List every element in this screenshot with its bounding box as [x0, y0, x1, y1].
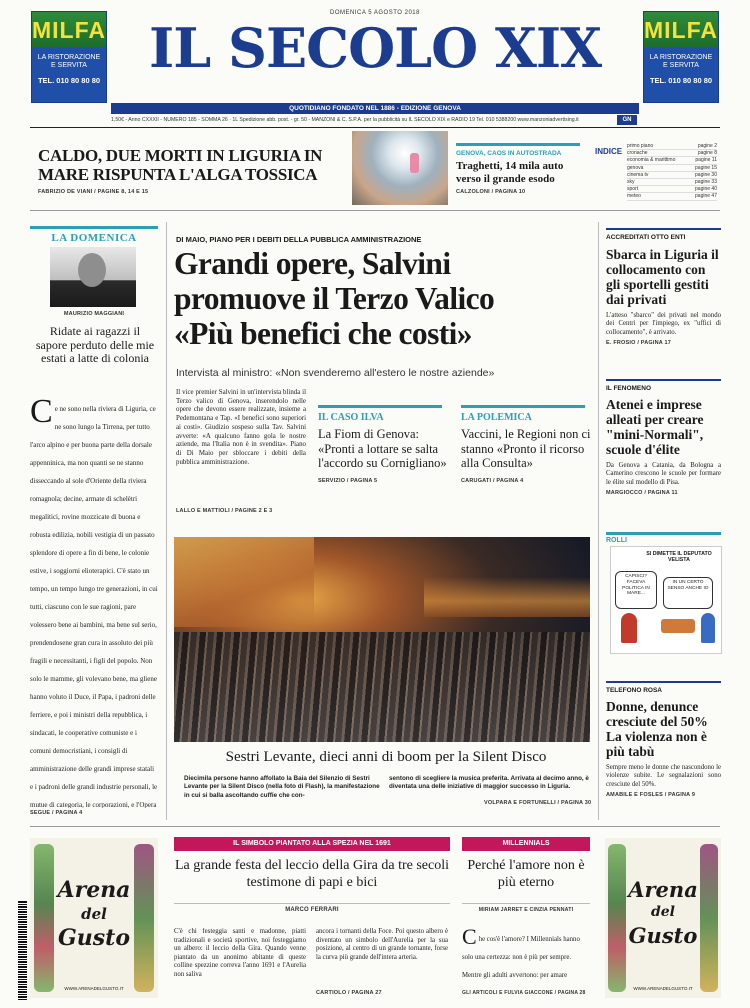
arena-logo: Arena del Gusto — [628, 877, 698, 948]
milfa-ad-right[interactable] — [643, 11, 719, 103]
photo-caption-left: Diecimila persone hanno affollato la Baia del Silenzio di Sestri Levante per la Silent Disco (nella foto di Flash), la manifestazione in cui si balla ascoltando cuffie che con- — [184, 775, 380, 799]
vegetable-icon — [700, 844, 718, 992]
right-story-1-kicker: ACCREDITATI OTTO ENTI — [606, 234, 686, 241]
child-figure-icon — [410, 153, 419, 173]
right-story-2-credit: MARGIOCCO / PAGINA 11 — [606, 489, 678, 496]
index-label: INDICE — [595, 147, 623, 156]
arena-logo: Arena del Gusto — [57, 877, 131, 951]
leccio-headline: La grande festa del leccio della Gira da tre secoli testimone di papi e bici — [174, 858, 450, 890]
milfa-phone: TEL. 010 80 80 80 — [649, 76, 713, 85]
cartoon-figure-left-icon — [621, 613, 637, 643]
right-story-1-body: L'atteso "sbarco" dei privati nel mondo dei Centri per l'impiego, ex "uffici di collocamento", è arrivato. — [606, 312, 721, 336]
barcode-icon — [18, 900, 27, 1000]
millennials-headline: Perché l'amore non è più eterno — [467, 858, 585, 890]
index-item[interactable]: cronache pagine 8 — [627, 150, 717, 157]
index-item[interactable]: economia & marittimo pagine 11 — [627, 157, 717, 164]
right-story-3-kicker: TELEFONO ROSA — [606, 687, 662, 694]
right-story-2-body: Da Genova a Catania, da Bologna a Camerino crescono le scuole per formare le élite sul modello di Pisa. — [606, 462, 721, 486]
photo-caption-right: sentono di scegliere la musica preferita. Arrivata al decimo anno, è diventata una delle iniziative di maggior successo in Liguria. — [389, 775, 589, 791]
index-item[interactable]: sky pagine 33 — [627, 179, 717, 186]
right-story-3[interactable] — [606, 681, 721, 798]
right-story-2-kicker: IL FENOMENO — [606, 385, 652, 392]
main-credit: LALLO E MATTIOLI / PAGINE 2 E 3 — [176, 508, 273, 514]
millennials-kicker: MILLENNIALS — [462, 837, 590, 851]
rolli-label: ROLLI — [606, 537, 627, 544]
author-name: MAURIZIO MAGGIANI — [63, 311, 125, 317]
milfa-line2: E SERVITA — [51, 62, 87, 69]
la-domenica-body: C e ne sono nella riviera di Liguria, ce ne sono lungo la Tirrena, per tutto l'arco alpino e per buona parte della dorsale appenninica, ma non quanti se ne stanno disseccando al sole d'Oriente della riviera romagnola; decine, armate di schelètri megalitici, rovine mozzicate di buona e robusta edilizia, nobili vestigia di un passato splendore di opere a fin di bene, le colonie estive, i soggiorni elioterapici. C'è stato un tempo, un tempo lungo tre generazioni, in cui tutti, ciascuno con le sue ragioni, pare volessero bene ai bambini, ma bene sul serio, prendendosene gran cura in assoluto dei più fragili e necessitanti, i figli del popolo. Non solo le mamme, gli volevano bene, ma gliene hanno voluto il Duce, il Papa, i padroni delle ferriere, e poi i ministri della repubblica, i sindacati, le cooperative comuniste e i comuni democristiani, i consigli di amministrazione delle grandi imprese statali e i padroni delle grandi industrie personali, le mutue di categoria, le corporazioni, e l'Opera — [30, 398, 158, 808]
right-story-2[interactable] — [606, 379, 721, 496]
top-story-headline[interactable]: CALDO, DUE MORTI IN LIGURIA IN MARE RISPUNTA L'ALGA TOSSICA — [38, 146, 323, 184]
vegetable-icon — [34, 844, 54, 992]
milfa-logo: MILFA — [644, 12, 718, 48]
dropcap: C — [30, 398, 53, 430]
issue-date: DOMENICA 5 AGOSTO 2018 — [330, 10, 420, 16]
la-domenica-headline[interactable]: Ridate ai ragazzi il sapore perduto delle mie estati a latte di colonia — [35, 324, 155, 365]
cartoon-title: SI DIMETTE IL DEPUTATO VELISTA — [646, 551, 712, 564]
ilva-story[interactable] — [318, 405, 448, 484]
traghetti-story[interactable] — [456, 143, 586, 195]
arena-ad-right[interactable] — [605, 838, 721, 998]
millennials-author: MIRIAM JARRET E CINZIA PENNATI — [478, 907, 574, 913]
polemica-kicker: LA POLEMICA — [461, 412, 532, 423]
millennials-story[interactable] — [462, 837, 590, 913]
index-item[interactable]: cinema tv pagine 30 — [627, 171, 717, 178]
author-portrait — [50, 247, 136, 307]
milfa-logo: MILFA — [32, 12, 106, 48]
face-icon — [78, 253, 106, 287]
cartoon-panel — [610, 546, 722, 654]
la-domenica-section — [30, 226, 158, 244]
milfa-phone: TEL. 010 80 80 80 — [37, 76, 101, 85]
leccio-body-a: C'è chi festeggia santi e madonne, piatti tradizionali e società sportive, noi festeggiamo un albero: il leccio della Gira. Quando venne piantato da un anonimo abitante di queste colline spezzine correva l'anno 1691 e l'Aurelia non saliva — [174, 928, 306, 978]
leccio-story[interactable] — [174, 837, 450, 913]
silent-disco-photo — [174, 537, 590, 742]
index-item[interactable]: primo piano pagine 2 — [627, 143, 717, 149]
index-item[interactable]: genova pagine 15 — [627, 164, 717, 171]
milfa-line2: E SERVITA — [663, 62, 699, 69]
traghetti-kicker: GENOVA, CAOS IN AUTOSTRADA — [456, 150, 562, 157]
vegetable-icon — [134, 844, 154, 992]
arena-site: WWW.ARENADELGUSTO.IT — [64, 986, 124, 991]
main-headline[interactable]: Grandi opere, Salvini promuove il Terzo Valico «Più benefici che costi» — [174, 246, 495, 351]
ilva-kicker: IL CASO ILVA — [318, 412, 384, 423]
right-story-2-headline: Atenei e imprese alleati per creare "mini-Normali", scuole d'élite — [606, 397, 704, 457]
arena-site: WWW.ARENADELGUSTO.IT — [633, 986, 693, 991]
traghetti-credit: CALZOLONI / PAGINA 10 — [456, 189, 526, 195]
main-kicker: DI MAIO, PIANO PER I DEBITI DELLA PUBBLICA AMMINISTRAZIONE — [176, 235, 422, 244]
polemica-headline: Vaccini, le Regioni non ci stanno «Pronto il ricorso alla Consulta» — [461, 427, 591, 470]
la-domenica-credit: SEGUE / PAGINA 4 — [30, 810, 83, 816]
milfa-line1: LA RISTORAZIONE — [649, 54, 713, 61]
millennials-credit: GLI ARTICOLI E FULVIA GIACCONE / PAGINA 28 — [462, 990, 586, 996]
index-item[interactable]: sport pagine 40 — [627, 186, 717, 193]
right-story-1-credit: E. FROSIO / PAGINA 17 — [606, 339, 672, 346]
rolli-cartoon — [606, 532, 721, 597]
fountain-photo — [352, 131, 448, 205]
cartoon-bubble-1: CAPISCI? FACEVA POLITICA IN MARE... — [615, 571, 657, 609]
top-story-credit: FABRIZIO DE VIANI / PAGINE 8, 14 E 15 — [38, 189, 149, 195]
leccio-author: MARCO FERRARI — [285, 907, 339, 913]
index-list — [627, 143, 717, 201]
cartoon-table-icon — [661, 619, 695, 633]
dropcap: C — [462, 928, 477, 949]
milfa-ad-left[interactable] — [31, 11, 107, 103]
photo-caption-headline[interactable]: Sestri Levante, dieci anni di boom per la Silent Disco — [225, 749, 547, 765]
right-story-3-body: Sempre meno le donne che nascondono le violenze subite. Le segnalazioni sono cresciute del 50%. — [606, 764, 721, 788]
right-story-1[interactable] — [606, 228, 721, 346]
gn-badge-icon: GN — [617, 115, 637, 125]
millennials-body: C he cos'è l'amore? I Millennials hanno solo una certezza: non è più per sempre. Mentre gli adulti avvertono: per amare — [462, 928, 580, 979]
masthead-title: IL SECOLO XIX — [148, 16, 602, 80]
milfa-line1: LA RISTORAZIONE — [37, 54, 101, 61]
leccio-credit: CARTIOLO / PAGINA 27 — [316, 990, 382, 996]
traghetti-headline: Traghetti, 14 mila auto verso il grande esodo — [456, 160, 564, 185]
leccio-body-b: ancora i tornanti della Foce. Poi questo albero è diventato un simbolo dell'Aurelia per la sua posizione, al centro di un grande tornante, forse la curva più grande dell'intera arteria. — [316, 928, 448, 961]
la-domenica-label: LA DOMENICA — [51, 232, 137, 244]
polemica-story[interactable] — [461, 405, 591, 484]
photo-credit: VOLPARA E FORTUNELLI / PAGINA 30 — [484, 800, 592, 806]
right-story-3-headline: Donne, denunce cresciute del 50% La violenza non è più tabù — [606, 699, 708, 759]
main-body: Il vice premier Salvini in un'intervista blinda il Terzo valico di Genova, inserendolo nelle opere che devono essere realizzate, insieme a Pedemontana e Tap. «I benefici sono superiori ai costi». Giudizio sospeso sulla Tav. Salvini avverte: «A qualcuno fanno gola le nostre aziende, ma l'Italia non è in svendita». Piano di Di Maio per sbloccare i debiti della pubblica amministrazione. — [176, 389, 306, 466]
ilva-credit: SERVIZIO / PAGINA 5 — [318, 477, 378, 484]
main-deck: Intervista al ministro: «Non svenderemo all'estero le nostre aziende» — [176, 367, 495, 379]
masthead-subtitle: QUOTIDIANO FONDATO NEL 1886 - EDIZIONE GENOVA — [111, 103, 639, 114]
arena-ad-left[interactable] — [30, 838, 158, 998]
leccio-kicker: IL SIMBOLO PIANTATO ALLA SPEZIA NEL 1691 — [174, 837, 450, 851]
price-line: 1,50€ - Anno CXXXII - NUMERO 185 - SOMMA 26 · 1L Spedizione abb. post. - gr. 50 - MANZONI & C. S.P.A. per la pubblicità su IL SECOLO XIX e RADIO 19 Tel. 010 5388200 www.manzoniadvertising.it — [111, 117, 579, 123]
right-story-3-credit: AMABILE E FOSLES / PAGINA 9 — [606, 791, 696, 798]
right-story-1-headline: Sbarca in Liguria il collocamento con gli sportelli gestiti dai privati — [606, 247, 719, 307]
index-item[interactable]: meteo pagine 47 — [627, 193, 717, 200]
polemica-credit: CARUGATI / PAGINA 4 — [461, 477, 524, 484]
cartoon-figure-right-icon — [701, 613, 715, 643]
vegetable-icon — [608, 844, 626, 992]
cartoon-bubble-2: IN UN CERTO SENSO ANCHE IO — [663, 577, 713, 609]
ilva-headline: La Fiom di Genova: «Pronti a lottare se salta l'accordo su Cornigliano» — [318, 427, 447, 470]
